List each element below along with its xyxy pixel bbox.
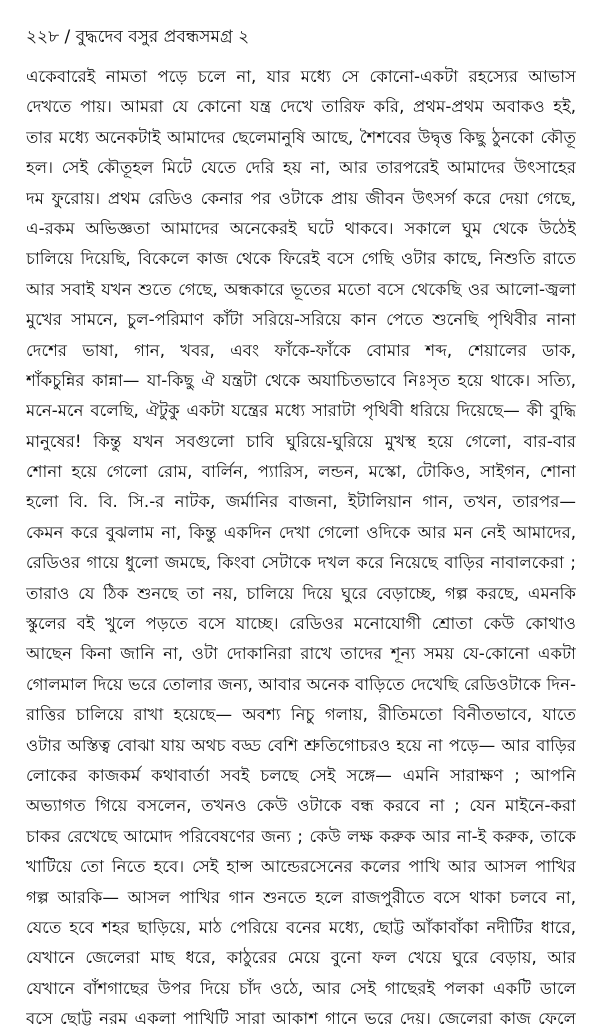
text-line: খাটিয়ে তো নিতে হবে। সেই হান্স আন্ডেরসেনের কলের পাখি আর আসল পাখির	[26, 857, 576, 877]
text-line: তারাও যে ঠিক শুনছে তা নয়, চালিয়ে দিয়ে ঘুরে বেড়াচ্ছে, গল্প করছে, এমনকি	[26, 583, 576, 603]
text-line: হলো বি. বি. সি.-র নাটক, জর্মানির বাজনা, ইটালিয়ান গান, তখন, তারপর—	[26, 492, 576, 512]
text-line: মানুষের! কিন্তু যখন সবগুলো চাবি ঘুরিয়ে-ঘুরিয়ে মুখস্থ হয়ে গেলো, বার-বার	[26, 431, 576, 451]
text-line: একেবারেই নামতা পড়ে চলে না, যার মধ্যে সে কোনো-একটা রহস্যের আভাস	[26, 67, 576, 86]
text-line: শোনা হয়ে গেলো রোম, বার্লিন, প্যারিস, লন্ডন, মস্কো, টোকিও, সাইগন, শোনা	[26, 462, 576, 482]
text-line: আছেন কিনা জানি না, ওটা দোকানিরা রাখে তাদের শূন্য সময় যে-কোনো একটা	[26, 644, 576, 664]
text-line: লোকের কাজকর্ম কথাবার্তা সবই চলছে সেই সঙ্গে— এমনি সারাক্ষণ ; আপনি	[26, 765, 576, 785]
text-line: যেতে হবে শহর ছাড়িয়ে, মাঠ পেরিয়ে বনের মধ্যে, ছোট্ট আঁকাবাঁকা নদীটির ধারে,	[26, 917, 576, 937]
book-title: বুদ্ধদেব বসুর প্রবন্ধসমগ্র ২	[75, 27, 250, 47]
text-line: যেখানে জেলেরা মাছ ধরে, কাঠুরের মেয়ে বুনো ফল খেয়ে ঘুরে বেড়ায়, আর	[26, 948, 576, 968]
text-line: মুখের সামনে, চুল-পরিমাণ কাঁটা সরিয়ে-সরিয়ে কান পেতে শুনেছি পৃথিবীর নানা	[26, 310, 576, 330]
text-line: দম ফুরোয়। প্রথম রেডিও কেনার পর ওটাকে প্রায় জীবন উৎসর্গ করে দেয়া গেছে,	[26, 188, 576, 208]
text-line: চাকর রেখেছে আমোদ পরিবেষণের জন্য ; কেউ লক্ষ করুক আর না-ই করুক, তাকে	[26, 826, 576, 846]
running-head	[26, 24, 249, 50]
text-line: স্কুলের বই খুলে পড়তে বসে যাচ্ছে। রেডিওর মনোযোগী শ্রোতা কেউ কোথাও	[26, 614, 576, 634]
text-line: গোলমাল দিয়ে ভরে তোলার জন্য, আবার অনেক বাড়িতে দেখেছি রেডিওটাকে দিন-	[26, 674, 576, 694]
text-line: চালিয়ে দিয়েছি, বিকেলে কাজ থেকে ফিরেই বসে গেছি ওটার কাছে, নিশুতি রাতে	[26, 249, 576, 269]
text-line: তার মধ্যে অনেকটাই আমাদের ছেলেমানুষি আছে, শৈশবের উদ্বৃত্ত কিছু ঠুনকো কৌতূ	[26, 127, 576, 147]
header-separator: /	[64, 27, 71, 47]
text-line: কেমন করে বুঝলাম না, কিন্তু একদিন দেখা গেলো ওদিকে আর মন নেই আমাদের,	[26, 522, 576, 542]
text-line: রেডিওর গায়ে ধুলো জমছে, কিংবা সেটাকে দখল করে নিয়েছে বাড়ির নাবালকেরা ;	[26, 553, 576, 573]
body-text	[26, 62, 576, 1035]
text-line: এ-রকম অভিজ্ঞতা আমাদের অনেকেরই ঘটে থাকবে। সকালে ঘুম থেকে উঠেই	[26, 218, 576, 238]
text-line: রাত্তির চালিয়ে রাখা হয়েছে— অবশ্য নিচু গলায়, রীতিমতো বিনীতভাবে, যাতে	[26, 705, 576, 725]
text-line: ওটার অস্তিত্ব বোঝা যায় অথচ বড্ড বেশি শ্রুতিগোচরও হয়ে না পড়ে— আর বাড়ির	[26, 735, 576, 755]
page-number: ২২৮	[26, 27, 60, 47]
text-line: শাঁকচুন্নির কান্না— যা-কিছু ঐ যন্ত্রটা থেকে অযাচিতভাবে নিঃসৃত হয়ে থাকে। সত্যি,	[26, 370, 576, 390]
text-line: দেশের ভাষা, গান, খবর, এবং ফাঁকে-ফাঁকে বোমার শব্দ, শেয়ালের ডাক,	[26, 340, 576, 360]
text-line: আর সবাই যখন শুতে গেছে, অন্ধকারে ভূতের মতো বসে থেকেছি ওর আলো-জ্বলা	[26, 279, 576, 299]
text-line: মনে-মনে বলেছি, ঐটুকু একটা যন্ত্রের মধ্যে সারাটা পৃথিবী ধরিয়ে দিয়েছে— কী বুদ্ধি	[26, 401, 576, 421]
text-line: হল। সেই কৌতূহল মিটে যেতে দেরি হয় না, আর তারপরেই আমাদের উৎসাহের	[26, 158, 576, 178]
text-line: গল্প আরকি— আসল পাখির গান শুনতে হলে রাজপুরীতে বসে থাকা চলবে না,	[26, 887, 576, 907]
text-line: যেখানে বাঁশগাছের উপর দিয়ে চাঁদ ওঠে, আর সেই গাছেরই পলকা একটি ডালে	[26, 978, 576, 998]
text-line: বসে ছোট্ট নরম একলা পাখিটি সারা আকাশ গানে ভরে দেয়। জেলেরা কাজ ফেলে	[26, 1009, 576, 1029]
text-line: দেখতে পায়। আমরা যে কোনো যন্ত্র দেখে তারিফ করি, প্রথম-প্রথম অবাকও হই,	[26, 97, 576, 117]
text-line: অভ্যাগত গিয়ে বসলেন, তখনও কেউ ওটাকে বন্ধ করবে না ; যেন মাইনে-করা	[26, 796, 576, 816]
